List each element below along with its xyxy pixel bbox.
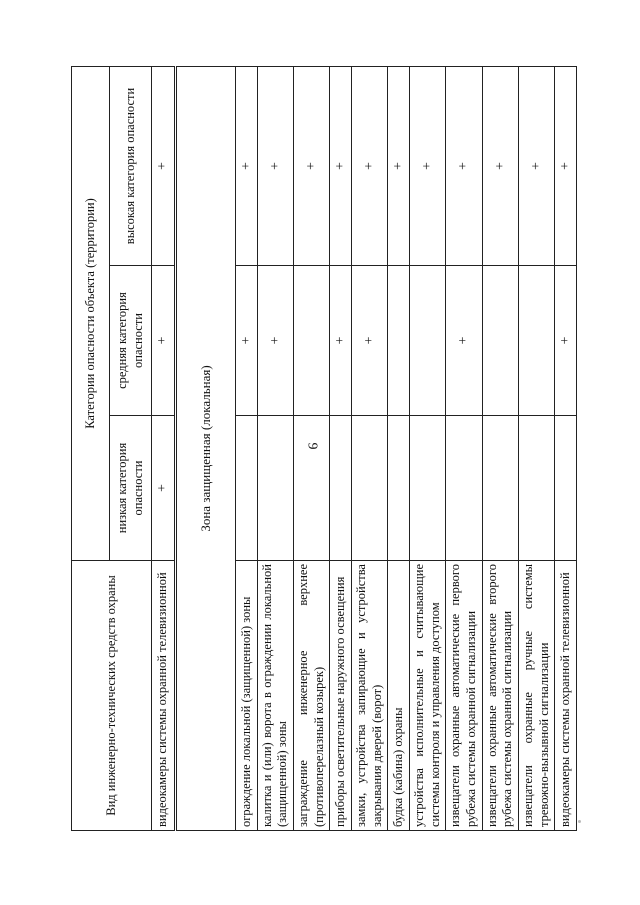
- row-medium-mark: [388, 266, 410, 416]
- row-high-mark: +: [152, 67, 176, 266]
- row-medium-mark: [410, 266, 446, 416]
- row-low-mark: [330, 416, 352, 561]
- row-high-mark: +: [294, 67, 330, 266]
- row-high-mark: +: [352, 67, 388, 266]
- row-medium-mark: +: [446, 266, 482, 416]
- row-low-mark: [410, 416, 446, 561]
- row-high-mark: +: [388, 67, 410, 266]
- table-row: [294, 67, 330, 831]
- table-row: [410, 67, 446, 831]
- row-high-mark: +: [410, 67, 446, 266]
- table-row: [555, 67, 577, 831]
- row-high-mark: +: [555, 67, 577, 266]
- row-medium-mark: +: [236, 266, 258, 416]
- table-row: [352, 67, 388, 831]
- header-low-category: низкая категория опасности: [110, 416, 152, 561]
- table-row: [446, 67, 482, 831]
- header-high-category: высокая категория опасности: [110, 67, 152, 266]
- row-low-mark: [236, 416, 258, 561]
- row-medium-mark: [518, 266, 554, 416]
- zone-title: Зона защищенная (локальная): [176, 67, 236, 831]
- row-name: будка (кабина) охраны: [388, 561, 410, 831]
- table-row: [482, 67, 518, 831]
- row-name: замки, устройства запирающие и устройства закрывания дверей (ворот): [352, 561, 388, 831]
- row-high-mark: +: [257, 67, 293, 266]
- row-high-mark: +: [236, 67, 258, 266]
- row-name: извещатели охранные автоматические второго рубежа системы охранной сигнализации: [482, 561, 518, 831]
- row-low-mark: [446, 416, 482, 561]
- row-low-mark: [352, 416, 388, 561]
- header-medium-category: средняя категория опасности: [110, 266, 152, 416]
- table-row: [257, 67, 293, 831]
- row-medium-mark: +: [257, 266, 293, 416]
- zone-title-row: [176, 67, 236, 831]
- row-name: калитка и (или) ворота в ограждении локальной (защищенной) зоны: [257, 561, 293, 831]
- row-high-mark: +: [330, 67, 352, 266]
- row-name: видеокамеры системы охранной телевизионной: [152, 561, 176, 831]
- row-medium-mark: [294, 266, 330, 416]
- row-low-mark: [555, 416, 577, 561]
- row-low-mark: [482, 416, 518, 561]
- row-name: устройства исполнительные и считывающие системы контроля и управления доступом: [410, 561, 446, 831]
- table-row: [330, 67, 352, 831]
- table-row: [388, 67, 410, 831]
- row-name: видеокамеры системы охранной телевизионной: [555, 561, 577, 831]
- scan-speck: [578, 820, 581, 823]
- row-high-mark: +: [446, 67, 482, 266]
- row-name: ограждение локальной (защищенной) зоны: [236, 561, 258, 831]
- row-name: извещатели охранные автоматические первого рубежа системы охранной сигнализации: [446, 561, 482, 831]
- rotated-table-container: [71, 67, 577, 831]
- row-medium-mark: +: [152, 266, 176, 416]
- row-low-mark: [388, 416, 410, 561]
- row-medium-mark: +: [555, 266, 577, 416]
- row-name: заграждение инженерное верхнее (противоперелазный козырек): [294, 561, 330, 831]
- row-high-mark: +: [518, 67, 554, 266]
- header-equipment-type: Вид инженерно-технических средств охраны: [72, 561, 152, 831]
- row-low-mark: [257, 416, 293, 561]
- row-low-mark: [518, 416, 554, 561]
- table-row: [236, 67, 258, 831]
- table-row: [152, 67, 176, 831]
- row-high-mark: +: [482, 67, 518, 266]
- row-low-mark: +: [152, 416, 176, 561]
- row-medium-mark: +: [352, 266, 388, 416]
- row-medium-mark: [482, 266, 518, 416]
- row-low-mark: [294, 416, 330, 561]
- table-row: [518, 67, 554, 831]
- row-name: извещатели охранные ручные системы тревожно-вызывной сигнализации: [518, 561, 554, 831]
- header-categories-group: Категории опасности объекта (территории): [72, 67, 110, 561]
- security-equipment-table: [71, 66, 577, 831]
- page-number: 9: [304, 442, 320, 450]
- row-name: приборы осветительные наружного освещения: [330, 561, 352, 831]
- row-medium-mark: +: [330, 266, 352, 416]
